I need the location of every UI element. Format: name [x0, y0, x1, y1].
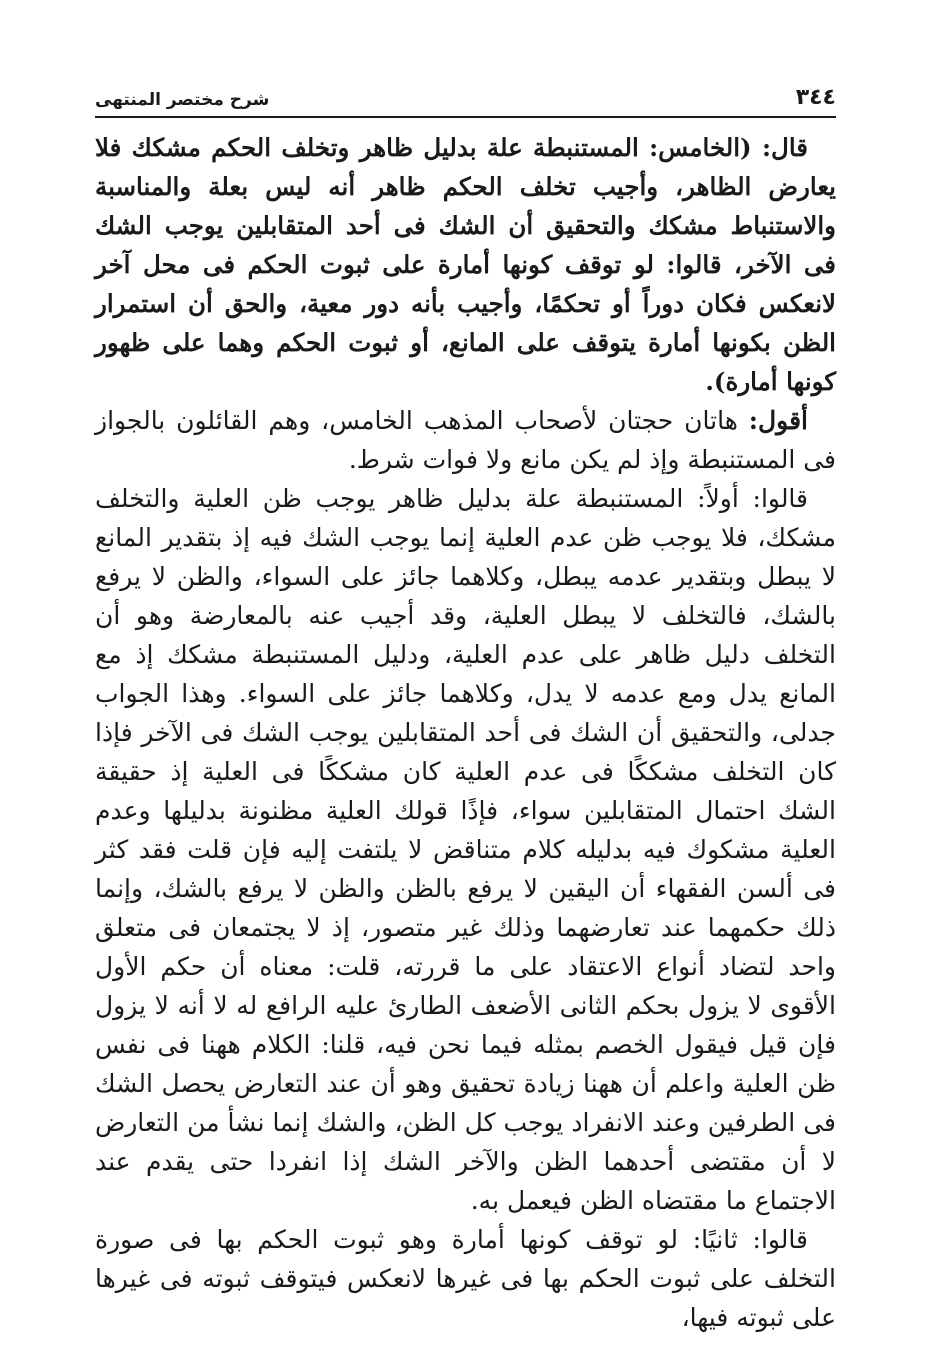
matn-paragraph: قال: (الخامس: المستنبطة علة بدليل ظاهر وتخلف الحكم مشكك فلا يعارض الظاهر، وأجيب تخلف الحكم ظاهر أنه ليس بعلة والمناسبة والاستنباط مشكك والتحقيق أن الشك فى أحد المتقابلين يوجب الشك فى الآخر، قالوا: لو توقف كونها أمارة على ثبوت الحكم فى محل آخر لانعكس فكان دوراً أو تحكمًا، وأجيب بأنه دور معية، والحق أن استمرار الظن بكونها أمارة يتوقف على المانع، أو ثبوت الحكم وهما على ظهور كونها أمارة). — [95, 133, 836, 396]
paragraph-text: هاتان حجتان لأصحاب المذهب الخامس، وهم القائلون بالجواز فى المستنبطة وإذ لم يكن مانع ولا فوات شرط. — [95, 406, 836, 474]
sharh-paragraph — [95, 401, 836, 479]
sharh-paragraph: قالوا: أولاً: المستنبطة علة بدليل ظاهر يوجب ظن العلية والتخلف مشكك، فلا يوجب ظن عدم العلية إنما يوجب الشك فيه إذ بتقدير المانع لا يبطل وبتقدير عدمه يبطل، وكلاهما جائز على السواء، والظن لا يرفع بالشك، فالتخلف لا يبطل العلية، وقد أجيب عنه بالمعارضة وهو أن التخلف دليل ظاهر على عدم العلية، ودليل المستنبطة مشكك إذ مع المانع يدل ومع عدمه لا يدل، وكلاهما جائز على السواء. وهذا الجواب جدلى، والتحقيق أن الشك فى أحد المتقابلين يوجب الشك فى الآخر فإذا كان التخلف مشككًا فى عدم العلية كان مشككًا فى العلية إذ حقيقة الشك احتمال المتقابلين سواء، فإذًا قولك العلية مظنونة بدليلها وعدم العلية مشكوك فيه بدليله كلام متناقض لا يلتفت إليه فإن قلت فقد كثر فى ألسن الفقهاء أن اليقين لا يرفع بالظن والظن لا يرفع بالشك، وإنما ذلك حكمهما عند تعارضهما وذلك غير متصور، إذ لا يجتمعان فى متعلق واحد لتضاد أنواع الاعتقاد على ما قررته، قلت: معناه أن حكم الأول الأقوى لا يزول بحكم الثانى الأضعف الطارئ عليه الرافع له لا أنه لا يزول فإن قيل فيقول الخصم بمثله فيما نحن فيه، قلنا: الكلام ههنا فى نفس ظن العلية واعلم أن ههنا زيادة تحقيق وهو أن عند التعارض يحصل الشك فى الطرفين وعند الانفراد يوجب كل الظن، والشك إنما نشأ من التعارض لا أن مقتضى أحدهما الظن والآخر الشك إذا انفردا حتى يقدم عند الاجتماع ما مقتضاه الظن فيعمل به. — [95, 484, 836, 1215]
sharh-paragraph: قالوا: ثانيًا: لو توقف كونها أمارة وهو ثبوت الحكم بها فى صورة التخلف على ثبوت الحكم بها فى غيرها لانعكس فيتوقف ثبوته فى غيرها على ثبوته فيها، — [95, 1225, 836, 1332]
paragraph-lead: أقول: — [748, 406, 808, 435]
running-title: شرح مختصر المنتهى — [95, 90, 270, 110]
page-header — [95, 78, 836, 118]
page-number: ٣٤٤ — [795, 85, 836, 110]
page-body — [95, 128, 836, 1337]
